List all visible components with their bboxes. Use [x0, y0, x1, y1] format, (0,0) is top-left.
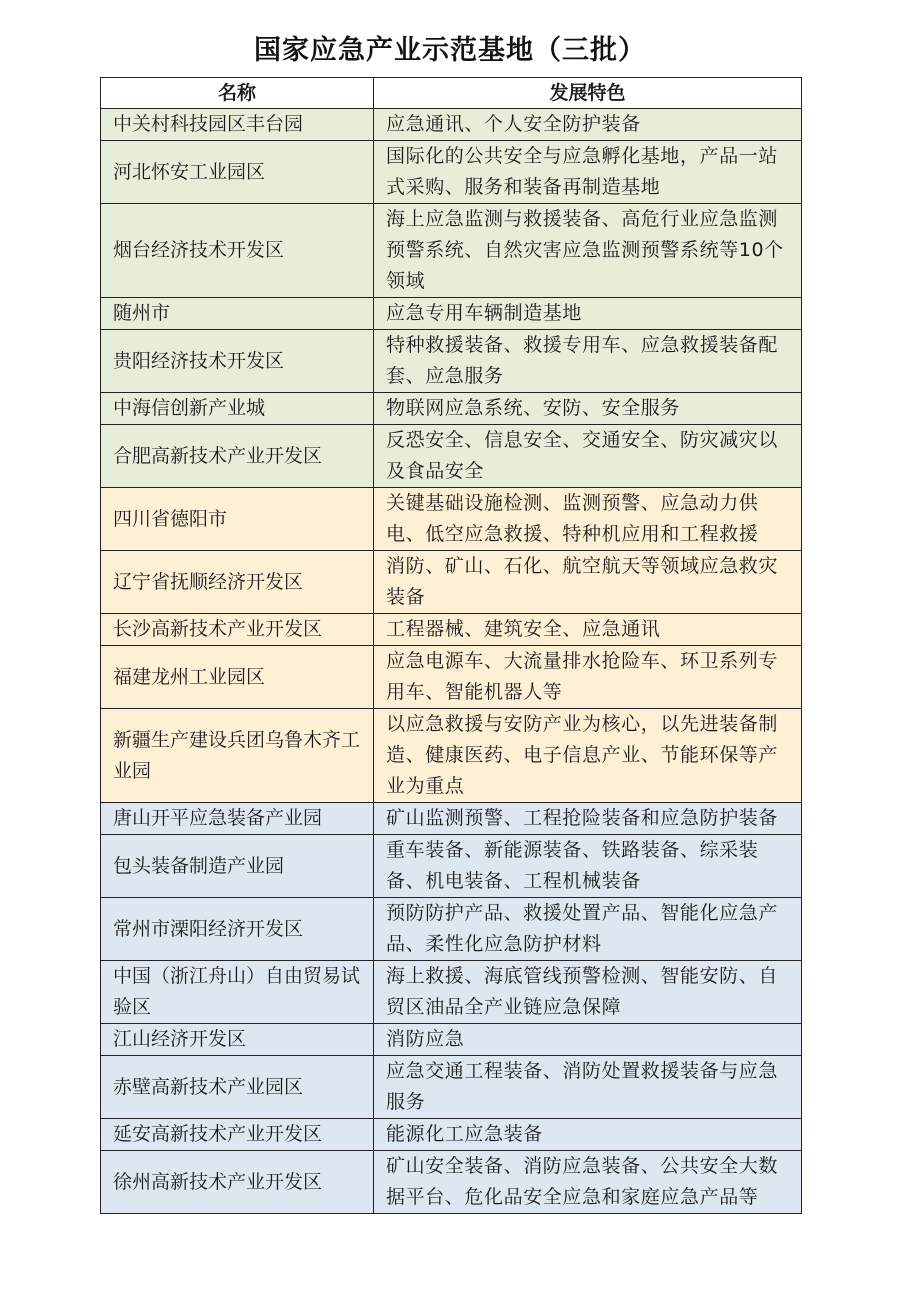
table-row — [101, 898, 802, 961]
base-name-cell: 常州市溧阳经济开发区 — [101, 898, 374, 961]
feature-cell: 应急电源车、大流量排水抢险车、环卫系列专用车、智能机器人等 — [374, 646, 802, 709]
base-name-cell: 唐山开平应急装备产业园 — [101, 803, 374, 835]
base-name-cell: 包头装备制造产业园 — [101, 835, 374, 898]
feature-cell: 消防应急 — [374, 1024, 802, 1056]
feature-cell: 物联网应急系统、安防、安全服务 — [374, 393, 802, 425]
feature-cell: 工程器械、建筑安全、应急通讯 — [374, 614, 802, 646]
table-row — [101, 393, 802, 425]
table-row — [101, 1024, 802, 1056]
table-row — [101, 646, 802, 709]
demo-base-table — [100, 77, 802, 1214]
column-header-feature: 发展特色 — [374, 78, 802, 109]
table-row — [101, 488, 802, 551]
feature-cell: 矿山安全装备、消防应急装备、公共安全大数据平台、危化品安全应急和家庭应急产品等 — [374, 1151, 802, 1214]
table-row — [101, 141, 802, 204]
table-row — [101, 551, 802, 614]
table-row — [101, 1151, 802, 1214]
table-row — [101, 1119, 802, 1151]
table-row — [101, 614, 802, 646]
feature-cell: 能源化工应急装备 — [374, 1119, 802, 1151]
table-row — [101, 1056, 802, 1119]
feature-cell: 应急通讯、个人安全防护装备 — [374, 109, 802, 141]
feature-cell: 矿山监测预警、工程抢险装备和应急防护装备 — [374, 803, 802, 835]
table-row — [101, 204, 802, 298]
base-name-cell: 中国（浙江舟山）自由贸易试验区 — [101, 961, 374, 1024]
base-name-cell: 中关村科技园区丰台园 — [101, 109, 374, 141]
base-name-cell: 贵阳经济技术开发区 — [101, 330, 374, 393]
base-name-cell: 合肥高新技术产业开发区 — [101, 425, 374, 488]
base-name-cell: 河北怀安工业园区 — [101, 141, 374, 204]
base-name-cell: 新疆生产建设兵团乌鲁木齐工业园 — [101, 709, 374, 803]
base-name-cell: 徐州高新技术产业开发区 — [101, 1151, 374, 1214]
table-row — [101, 330, 802, 393]
table-row — [101, 803, 802, 835]
feature-cell: 消防、矿山、石化、航空航天等领域应急救灾装备 — [374, 551, 802, 614]
table-row — [101, 835, 802, 898]
base-name-cell: 中海信创新产业城 — [101, 393, 374, 425]
table-row — [101, 298, 802, 330]
table-row — [101, 425, 802, 488]
page-title: 国家应急产业示范基地（三批） — [254, 35, 646, 66]
feature-cell: 预防防护产品、救援处置产品、智能化应急产品、柔性化应急防护材料 — [374, 898, 802, 961]
column-header-name: 名称 — [101, 78, 374, 109]
feature-cell: 反恐安全、信息安全、交通安全、防灾减灾以及食品安全 — [374, 425, 802, 488]
base-name-cell: 江山经济开发区 — [101, 1024, 374, 1056]
table-header-row — [101, 78, 802, 109]
base-name-cell: 赤壁高新技术产业园区 — [101, 1056, 374, 1119]
feature-cell: 国际化的公共安全与应急孵化基地，产品一站式采购、服务和装备再制造基地 — [374, 141, 802, 204]
base-name-cell: 延安高新技术产业开发区 — [101, 1119, 374, 1151]
table-row — [101, 109, 802, 141]
feature-cell: 海上救援、海底管线预警检测、智能安防、自贸区油品全产业链应急保障 — [374, 961, 802, 1024]
base-name-cell: 长沙高新技术产业开发区 — [101, 614, 374, 646]
feature-cell: 海上应急监测与救援装备、高危行业应急监测预警系统、自然灾害应急监测预警系统等10个领域 — [374, 204, 802, 298]
table-row — [101, 961, 802, 1024]
feature-cell: 关键基础设施检测、监测预警、应急动力供电、低空应急救援、特种机应用和工程救援 — [374, 488, 802, 551]
feature-cell: 以应急救援与安防产业为核心，以先进装备制造、健康医药、电子信息产业、节能环保等产业为重点 — [374, 709, 802, 803]
base-name-cell: 随州市 — [101, 298, 374, 330]
base-name-cell: 辽宁省抚顺经济开发区 — [101, 551, 374, 614]
feature-cell: 应急交通工程装备、消防处置救援装备与应急服务 — [374, 1056, 802, 1119]
feature-cell: 特种救援装备、救援专用车、应急救援装备配套、应急服务 — [374, 330, 802, 393]
base-name-cell: 福建龙州工业园区 — [101, 646, 374, 709]
base-name-cell: 烟台经济技术开发区 — [101, 204, 374, 298]
feature-cell: 应急专用车辆制造基地 — [374, 298, 802, 330]
base-name-cell: 四川省德阳市 — [101, 488, 374, 551]
feature-cell: 重车装备、新能源装备、铁路装备、综采装备、机电装备、工程机械装备 — [374, 835, 802, 898]
table-body — [101, 109, 802, 1214]
table-row — [101, 709, 802, 803]
